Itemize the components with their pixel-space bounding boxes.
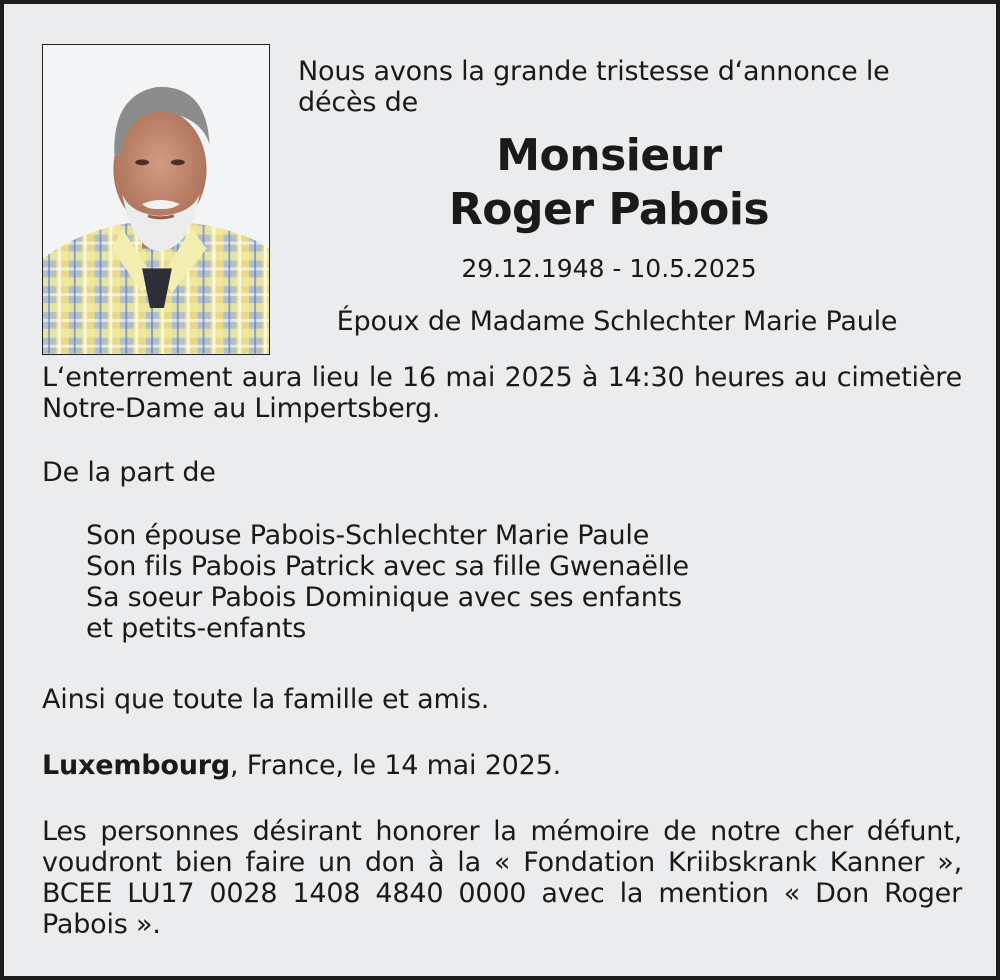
portrait-illustration xyxy=(43,45,269,354)
intro-text: Nous avons la grande tristesse d‘annonce le décès de xyxy=(298,56,890,118)
from-label: De la part de xyxy=(42,457,216,488)
family-member-line: Son fils Pabois Patrick avec sa fille Gwenaëlle xyxy=(86,551,689,582)
spouse-line: Époux de Madame Schlechter Marie Paule xyxy=(336,306,898,337)
deceased-name: Roger Pabois xyxy=(448,184,770,235)
place-date-line xyxy=(42,750,962,781)
place-city: Luxembourg xyxy=(42,750,231,781)
burial-paragraph: L‘enterrement aura lieu le 16 mai 2025 à 14:30 heures au cimetière Notre-Dame au Limpertsberg. xyxy=(42,362,962,424)
family-member-line: Son épouse Pabois-Schlechter Marie Paule xyxy=(86,520,650,551)
honorific-title: Monsieur xyxy=(496,130,722,181)
obituary-card xyxy=(4,4,996,976)
place-rest: , France, le 14 mai 2025. xyxy=(230,750,562,781)
life-dates: 29.12.1948 - 10.5.2025 xyxy=(461,254,757,283)
donation-paragraph: Les personnes désirant honorer la mémoire de notre cher défunt, voudront bien faire un don à la « Fondation Kriibskrank Kanner », BCEE LU17 0028 1408 4840 0000 avec la mention « Don Roger Pabois ». xyxy=(42,816,962,940)
friends-line: Ainsi que toute la famille et amis. xyxy=(42,684,490,715)
family-member-line: et petits-enfants xyxy=(86,613,307,644)
family-list xyxy=(86,520,946,644)
portrait-photo xyxy=(42,44,270,355)
family-member-line: Sa soeur Pabois Dominique avec ses enfants xyxy=(86,582,682,613)
